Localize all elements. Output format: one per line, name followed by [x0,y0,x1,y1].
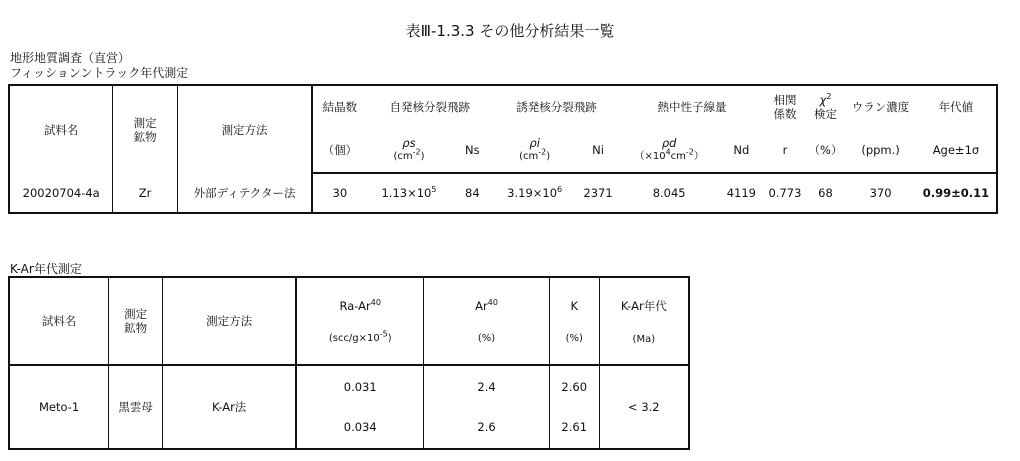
ft-h-spont: 自発核分裂飛跡 [389,99,470,114]
kar-h-ar-unit: (%) [477,332,496,344]
ft-h-thermal: 熱中性子線量 [657,99,727,114]
ft-h-chi-sym [808,93,843,107]
ft-rho-i [493,173,576,213]
ft-h-nd: Nd [719,127,765,173]
kar-h-ra [296,277,424,365]
rho-d-unit-a: （×10 [634,150,666,162]
kar-h-ar-exp: 40 [487,297,498,307]
ft-rho-i-exp: 6 [557,185,563,195]
rho-d-unit-exp1: 4 [665,147,671,157]
ft-h-method: 測定方法 [177,85,312,173]
rho-i-unit-a: (cm [519,150,539,162]
ft-h-rho-s [366,127,451,173]
ft-h-corr-1: 相関 [773,92,797,107]
kar-h-ra-unit-a: (scc/g×10 [328,332,380,344]
kar-ar-2: 2.6 [477,420,496,434]
kar-h-ra-unit-b: ) [387,332,392,344]
kar-h-k-unit: (%) [565,332,583,344]
kar-data-row [9,365,689,449]
ft-h-age: 年代値 [938,99,974,114]
kar-h-mineral-2: 鉱物 [124,321,148,335]
kar-ra [296,365,424,449]
ft-h-age-unit: Age±1σ [916,127,997,173]
kar-ra-1: 0.031 [343,380,377,394]
kar-ra-2: 0.034 [343,420,377,434]
ft-ns: 84 [465,186,480,200]
k-ar-table [8,276,690,450]
ft-method: 外部ディテクター法 [177,173,312,213]
ft-mineral: Zr [113,173,177,213]
kar-k [549,365,599,449]
ft-rho-i-mant: 3.19×10 [507,186,558,200]
ft-r: 0.773 [768,186,802,200]
ft-h-crystals: 結晶数 [322,99,358,114]
ft-h-mineral-1: 測定 [133,115,157,130]
kar-h-k [549,277,599,365]
ft-h-chi-unit: （%） [806,127,845,173]
rho-s-symbol: ρs [402,135,416,150]
ft-chi: 68 [818,186,833,200]
kar-sample: Meto-1 [9,365,109,449]
ft-h-mineral [113,85,177,173]
kar-header-row [9,277,689,365]
kar-h-age-label: K-Ar年代 [620,298,667,313]
rho-d-unit-exp2: -2 [685,147,694,157]
ft-uranium: 370 [869,186,892,200]
rho-d-unit-b: cm [670,150,686,162]
ft-sample: 20020704-4a [9,173,113,213]
kar-h-sample: 試料名 [9,277,109,365]
ft-data-row [9,173,997,213]
ft-h-crystals-unit: （個） [312,127,366,173]
rho-s-unit-b: ) [420,150,425,162]
kar-h-ar [424,277,549,365]
ft-h-induced: 誘発核分裂飛跡 [516,99,597,114]
kar-ar-1: 2.4 [477,380,496,394]
ft-h-corr [764,85,806,127]
rho-s-unit-a: (cm [393,150,413,162]
ft-h-rho-d [620,127,719,173]
kar-mineral: 黒雲母 [109,365,163,449]
rho-s-unit-exp: -2 [412,147,421,157]
section1-label [10,51,188,81]
section1-label-line1: 地形地質調査（直営） [10,51,131,65]
rho-d-unit-c: ） [693,150,704,162]
section2-label: K-Ar年代測定 [10,262,82,276]
kar-h-ra-a: Ra-Ar [339,298,371,313]
chi-exp: 2 [826,91,832,101]
kar-h-age-unit: (Ma) [632,333,656,345]
rho-d-symbol: ρd [661,135,677,150]
ft-age: 0.99±0.11 [922,186,990,200]
ft-h-uranium-unit: (ppm.) [845,127,916,173]
ft-header-row1 [9,85,997,127]
kar-h-ra-unit-exp: -5 [379,329,388,339]
ft-h-sample: 試料名 [9,85,113,173]
kar-h-mineral [109,277,163,365]
kar-h-method: 測定方法 [163,277,297,365]
ft-h-r: r [764,127,806,173]
rho-i-unit-b: ) [546,150,551,162]
kar-h-ra-exp: 40 [370,297,381,307]
kar-age: < 3.2 [628,400,660,414]
kar-k-1: 2.60 [561,380,588,394]
ft-h-uranium: ウラン濃度 [851,99,910,114]
document-title: 表Ⅲ-1.3.3 その他分析結果一覧 [405,22,615,40]
ft-rho-s [366,173,451,213]
rho-i-symbol: ρi [529,135,540,150]
ft-h-chi-label: 検定 [814,106,837,121]
kar-k-2: 2.61 [561,420,588,434]
ft-h-ni: Ni [576,127,620,173]
ft-rho-s-exp: 5 [431,185,437,195]
ft-crystals: 30 [332,186,348,200]
ft-h-ns: Ns [452,127,494,173]
ft-rho-s-mant: 1.13×10 [381,186,432,200]
fission-track-table [8,84,998,214]
kar-h-ar-a: Ar [475,298,488,313]
section1-label-line2: フィッションントラック年代測定 [10,66,189,80]
kar-h-mineral-1: 測定 [124,307,148,321]
ft-h-chi [806,85,845,127]
chi-symbol: χ [819,92,827,107]
ft-h-rho-i [493,127,576,173]
kar-ar [424,365,549,449]
kar-h-age [599,277,689,365]
kar-h-k-label: K [570,298,578,313]
rho-i-unit-exp: -2 [538,147,547,157]
ft-ni: 2371 [583,186,613,200]
ft-rho-d: 8.045 [652,186,686,200]
kar-method: K-Ar法 [163,365,297,449]
ft-h-corr-2: 係数 [773,106,797,121]
ft-h-mineral-2: 鉱物 [133,129,157,144]
ft-nd: 4119 [726,186,756,200]
